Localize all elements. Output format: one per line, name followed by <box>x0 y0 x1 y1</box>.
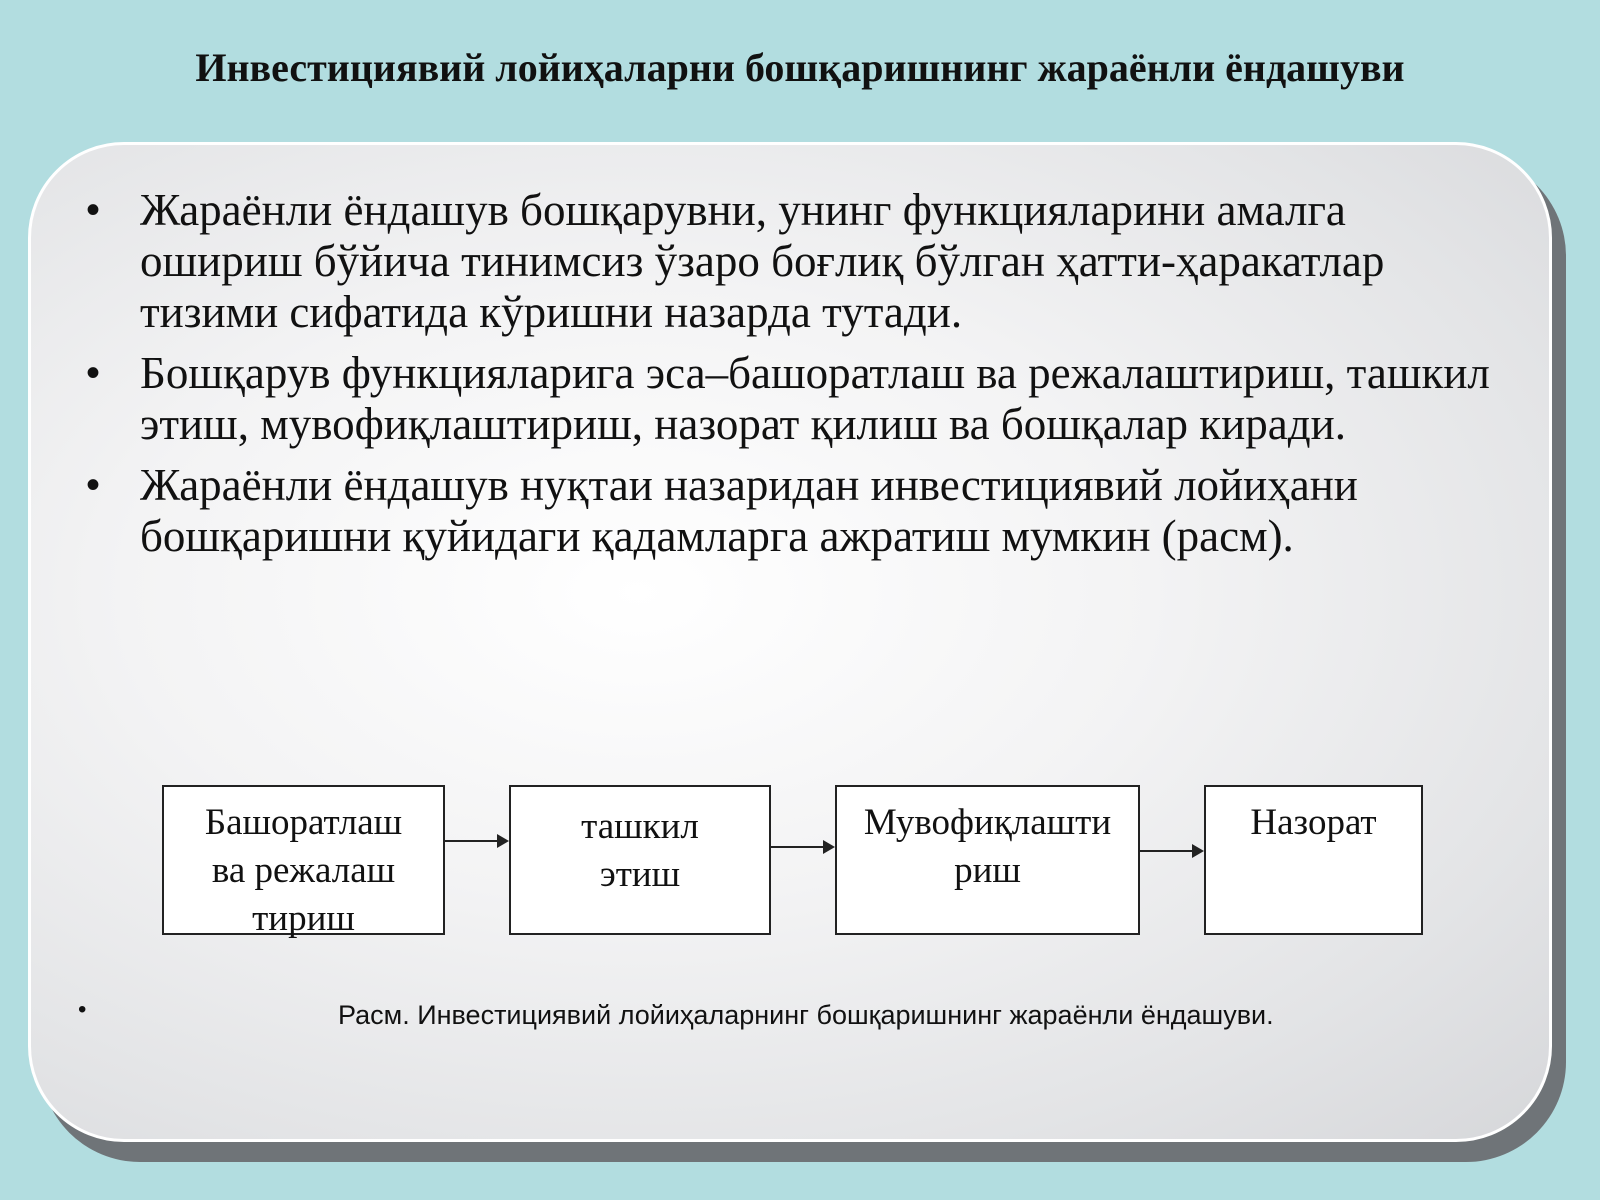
caption-bullet-icon: • <box>78 996 87 1023</box>
step-line: ташкил <box>581 806 699 847</box>
step-line: риш <box>954 850 1021 891</box>
step-line: Башоратлаш <box>204 802 403 843</box>
bullet-text: Бошқарув функцияларига эса–башоратлаш ва режалаштириш, ташкил этиш, мувофиқлаштириш, назорат қилиш ва бошқалар киради. <box>140 348 1490 449</box>
figure-caption: Расм. Инвестициявий лойиҳаларнинг бошқаришнинг жараёнли ёндашуви. <box>338 1000 1274 1030</box>
bullet-item <box>80 460 1500 562</box>
bullet-text: Жараёнли ёндашув бошқарувни, унинг функцияларини амалга ошириш бўйича тинимсиз ўзаро боғлиқ бўлган ҳатти-ҳаракатлар тизими сифатида кўришни назарда тутади. <box>140 185 1385 337</box>
bullet-list <box>80 185 1500 572</box>
slide-title: Инвестициявий лойиҳаларни бошқаришнинг жараёнли ёндашуви <box>195 45 1405 90</box>
bullet-item <box>80 185 1500 338</box>
bullet-item <box>80 348 1500 450</box>
step-line: Мувофиқлашти <box>863 802 1112 843</box>
step-line: этиш <box>599 854 681 895</box>
bullet-dot-icon: • <box>86 463 101 507</box>
step-line: ва режалаш <box>211 850 396 891</box>
step-line: Назорат <box>1250 802 1377 843</box>
bullet-text: Жараёнли ёндашув нуқтаи назаридан инвестициявий лойиҳани бошқаришни қуйидаги қадамларга ажратиш мумкин (расм). <box>140 460 1358 561</box>
bullet-dot-icon: • <box>86 188 101 232</box>
step-line: тириш <box>252 898 355 939</box>
bullet-dot-icon: • <box>86 351 101 395</box>
